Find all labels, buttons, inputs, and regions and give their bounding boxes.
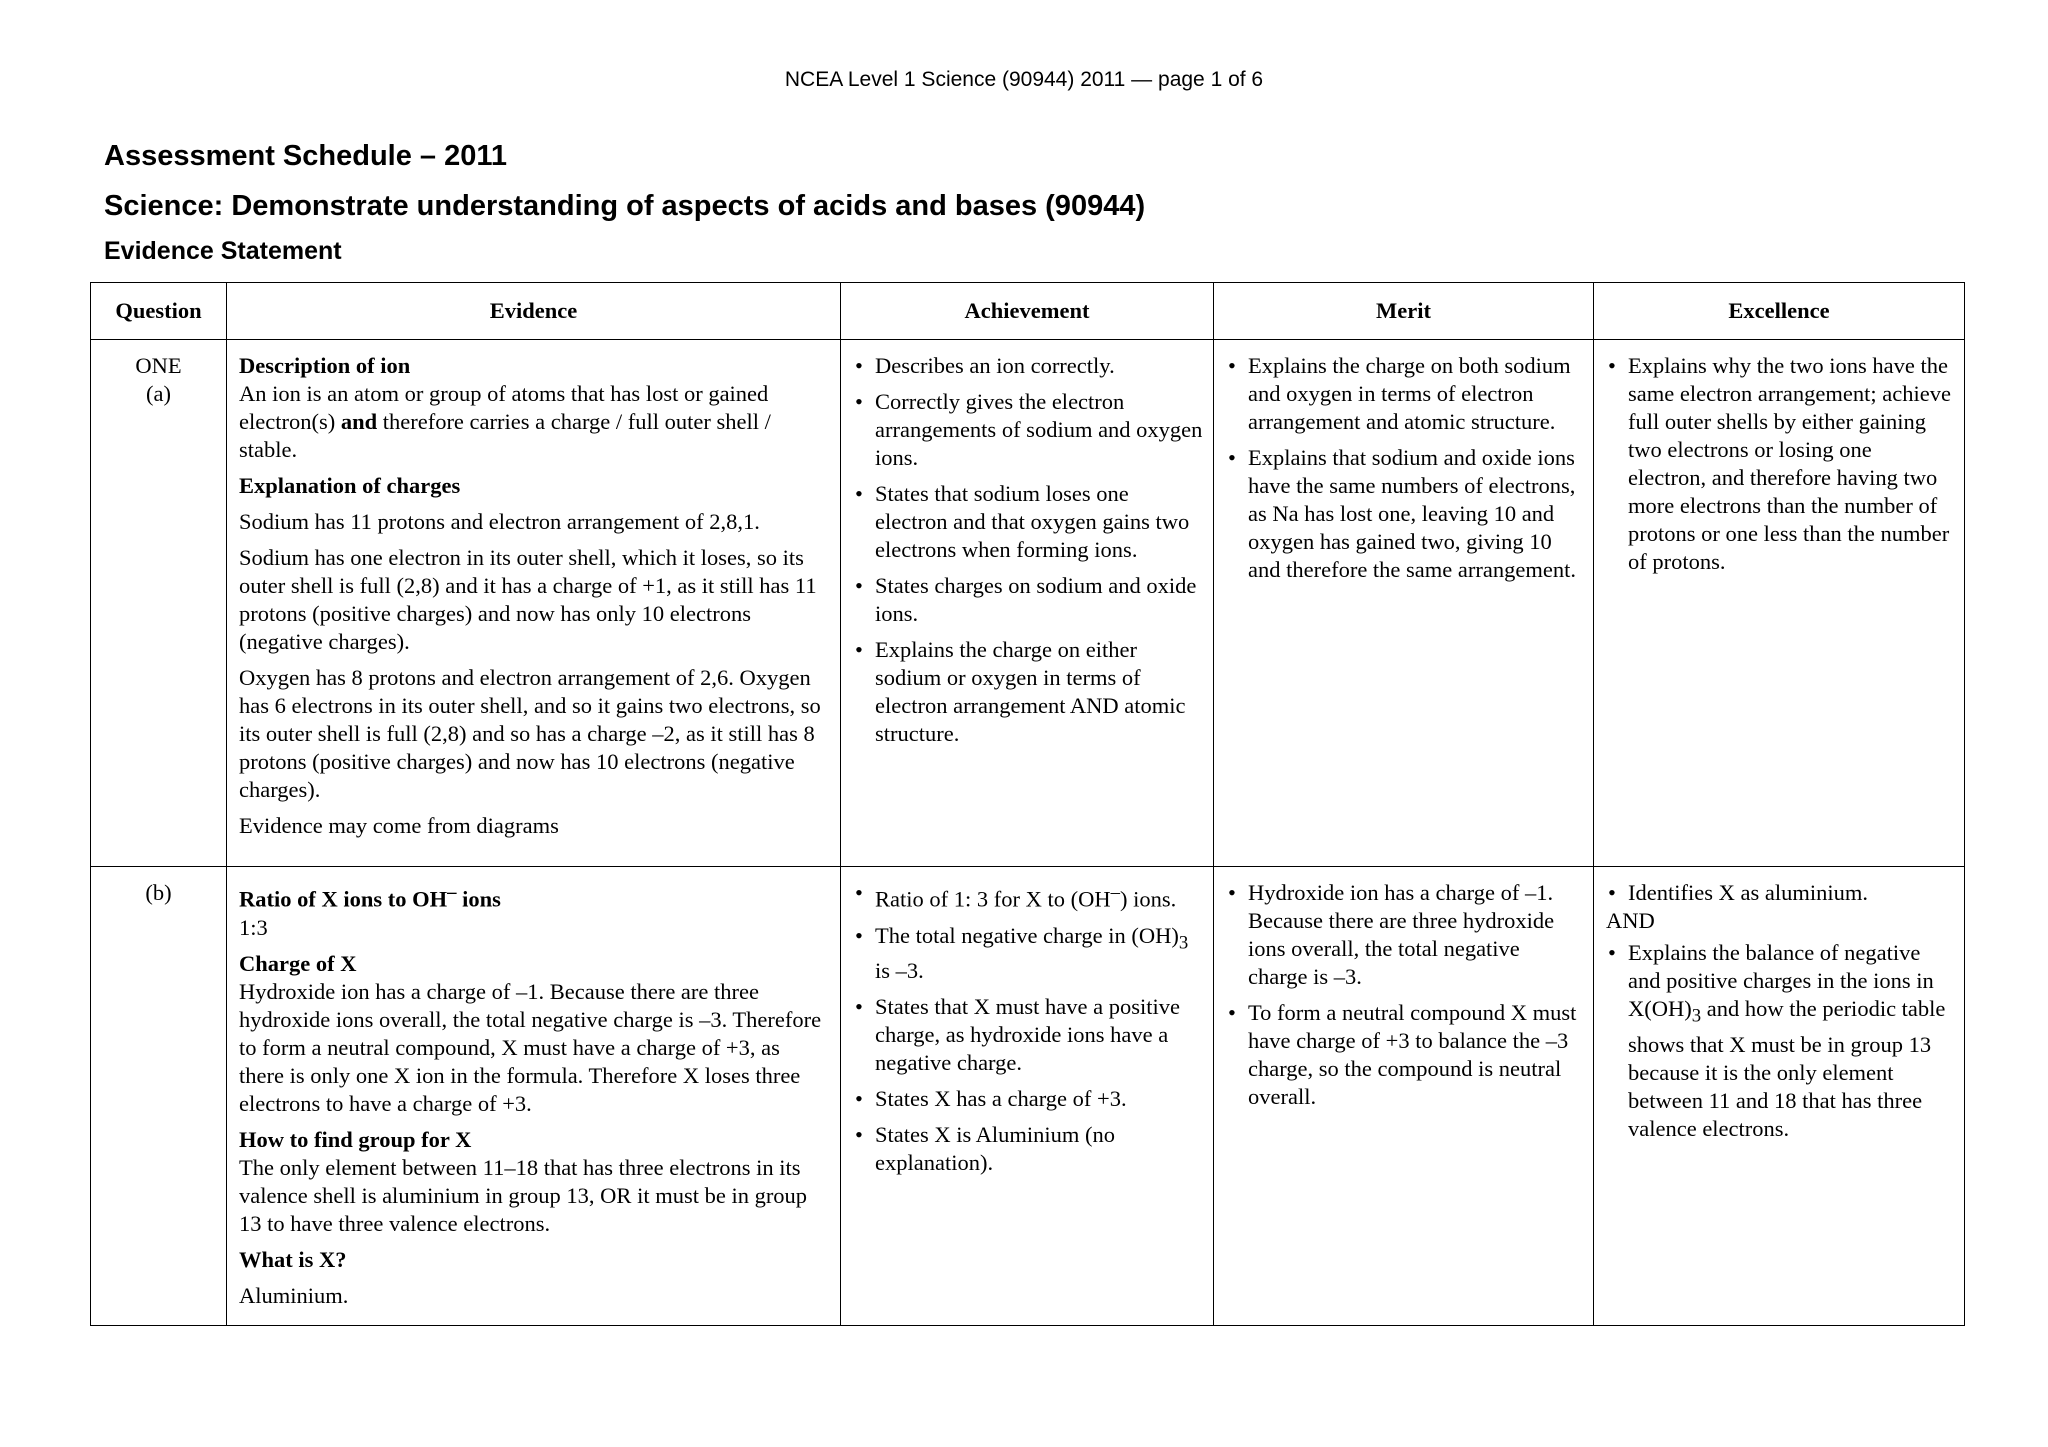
list-item: • Explains the charge on both sodium and oxygen in terms of electron arrangement and atomic structure. bbox=[1226, 352, 1583, 436]
question-cell bbox=[91, 340, 227, 867]
achievement-cell bbox=[841, 340, 1214, 867]
list-item-text: and how the periodic table shows that X must be in group 13 because it is the only element between 11 and 18 that has three valence electrons. bbox=[1628, 996, 1946, 1141]
excellence-list bbox=[1606, 352, 1954, 576]
table-header-row bbox=[91, 283, 1965, 340]
merit-list bbox=[1226, 352, 1583, 584]
list-item: • Explains why the two ions have the same electron arrangement; achieve full outer shells by either gaining two electrons or losing one electron, and therefore having two more electrons than the number of protons or one less than the number of protons. bbox=[1606, 352, 1954, 576]
list-item: • To form a neutral compound X must have charge of +3 to balance the –3 charge, so the compound is neutral overall. bbox=[1226, 999, 1583, 1111]
merit-cell bbox=[1214, 867, 1594, 1326]
list-item bbox=[1606, 939, 1954, 1143]
excellence-cell bbox=[1594, 867, 1965, 1326]
question-number: ONE bbox=[135, 353, 182, 378]
evidence-paragraph: 1:3 bbox=[239, 914, 268, 940]
achievement-list bbox=[853, 879, 1203, 1177]
list-item: • Hydroxide ion has a charge of –1. Because there are three hydroxide ions overall, the total negative charge is –3. bbox=[1226, 879, 1583, 991]
evidence-paragraph: Aluminium. bbox=[239, 1282, 349, 1308]
superscript: – bbox=[1110, 882, 1120, 903]
evidence-paragraph: Evidence may come from diagrams bbox=[239, 813, 559, 838]
list-item: • States X has a charge of +3. bbox=[853, 1085, 1203, 1113]
evidence-heading: Description of ion bbox=[239, 353, 411, 378]
list-item bbox=[853, 922, 1203, 986]
subscript: 3 bbox=[1178, 932, 1189, 953]
excellence-list bbox=[1606, 939, 1954, 1143]
evidence-paragraph: Sodium has one electron in its outer shell, which it loses, so its outer shell is full (2,8) and it has a charge of +1, as it still has 11 protons (positive charges) and now has only 10 electrons (negative charges). bbox=[239, 545, 817, 654]
section-heading: Evidence Statement bbox=[104, 237, 342, 265]
page-subtitle: Science: Demonstrate understanding of aspects of acids and bases (90944) bbox=[104, 190, 1146, 222]
evidence-heading: How to find group for X bbox=[239, 1126, 472, 1152]
superscript: – bbox=[447, 882, 457, 903]
achievement-cell bbox=[841, 867, 1214, 1326]
list-item: • States charges on sodium and oxide ions. bbox=[853, 572, 1203, 628]
evidence-cell bbox=[227, 340, 841, 867]
list-item: • States that sodium loses one electron and that oxygen gains two electrons when forming ions. bbox=[853, 480, 1203, 564]
achievement-list bbox=[853, 352, 1203, 748]
evidence-text: An ion is an atom or group of atoms that has lost or gained electron(s) bbox=[239, 381, 769, 434]
subscript: 3 bbox=[1691, 1005, 1702, 1027]
evidence-text: therefore carries a charge / full outer shell / stable. bbox=[239, 409, 771, 462]
list-item: • States that X must have a positive charge, as hydroxide ions have a negative charge. bbox=[853, 993, 1203, 1077]
page-header: NCEA Level 1 Science (90944) 2011 — page 1 of 6 bbox=[784, 68, 1264, 91]
list-item-text: ) ions. bbox=[1119, 886, 1177, 912]
list-item bbox=[853, 879, 1203, 914]
evidence-heading: Explanation of charges bbox=[239, 473, 461, 498]
list-item: • Describes an ion correctly. bbox=[853, 352, 1203, 380]
evidence-heading bbox=[239, 879, 830, 914]
header-achievement: Achievement bbox=[841, 283, 1214, 340]
evidence-heading-text: ions bbox=[456, 886, 501, 912]
and-connector: AND bbox=[1606, 908, 1655, 933]
header-question: Question bbox=[91, 283, 227, 340]
evidence-paragraph: Oxygen has 8 protons and electron arrangement of 2,6. Oxygen has 6 electrons in its outer shell, and so it gains two electrons, so its outer shell is full (2,8) and so has a charge –2, as it still has 8 protons (positive charges) and now has 10 electrons (negative charges). bbox=[239, 665, 821, 802]
list-item-text: Explains the balance of negative and positive charges in the ions in X(OH) bbox=[1628, 940, 1934, 1021]
title-block bbox=[104, 138, 1145, 268]
evidence-heading: Charge of X bbox=[239, 950, 357, 976]
excellence-cell bbox=[1594, 340, 1965, 867]
question-part: (b) bbox=[145, 880, 172, 905]
list-item: • Correctly gives the electron arrangements of sodium and oxygen ions. bbox=[853, 388, 1203, 472]
list-item-text: The total negative charge in (OH) bbox=[875, 922, 1179, 948]
list-item: • Identifies X as aluminium. bbox=[1606, 879, 1954, 907]
list-item-text: is –3. bbox=[875, 958, 924, 983]
evidence-heading: What is X? bbox=[239, 1246, 347, 1272]
evidence-paragraph bbox=[239, 380, 830, 464]
question-part: (a) bbox=[146, 381, 171, 406]
excellence-list bbox=[1606, 879, 1954, 907]
header-merit: Merit bbox=[1214, 283, 1594, 340]
list-item: • States X is Aluminium (no explanation). bbox=[853, 1121, 1203, 1177]
evidence-heading-text: Ratio of X ions to OH bbox=[239, 886, 448, 912]
list-item: • Explains the charge on either sodium or oxygen in terms of electron arrangement AND atomic structure. bbox=[853, 636, 1203, 748]
header-excellence: Excellence bbox=[1594, 283, 1965, 340]
merit-list bbox=[1226, 879, 1583, 1111]
evidence-bold-text: and bbox=[340, 409, 378, 434]
table-row bbox=[91, 867, 1965, 1326]
merit-cell bbox=[1214, 340, 1594, 867]
list-item: • Explains that sodium and oxide ions have the same numbers of electrons, as Na has lost one, leaving 10 and oxygen has gained two, giving 10 and therefore the same arrangement. bbox=[1226, 444, 1583, 584]
evidence-paragraph: Sodium has 11 protons and electron arrangement of 2,8,1. bbox=[239, 509, 760, 534]
page-title: Assessment Schedule – 2011 bbox=[104, 140, 508, 172]
table-row bbox=[91, 340, 1965, 867]
list-item-text: Ratio of 1: 3 for X to (OH bbox=[875, 886, 1111, 912]
question-cell bbox=[91, 867, 227, 1326]
evidence-cell bbox=[227, 867, 841, 1326]
header-evidence: Evidence bbox=[227, 283, 841, 340]
evidence-paragraph: Hydroxide ion has a charge of –1. Because there are three hydroxide ions overall, the total negative charge is –3. Therefore to form a neutral compound, X must have a charge of +3, as there is only one X ion in the formula. Therefore X loses three electrons to have a charge of +3. bbox=[239, 978, 822, 1116]
assessment-table bbox=[90, 282, 1965, 1326]
evidence-paragraph: The only element between 11–18 that has three electrons in its valence shell is aluminium in group 13, OR it must be in group 13 to have three valence electrons. bbox=[239, 1154, 808, 1236]
